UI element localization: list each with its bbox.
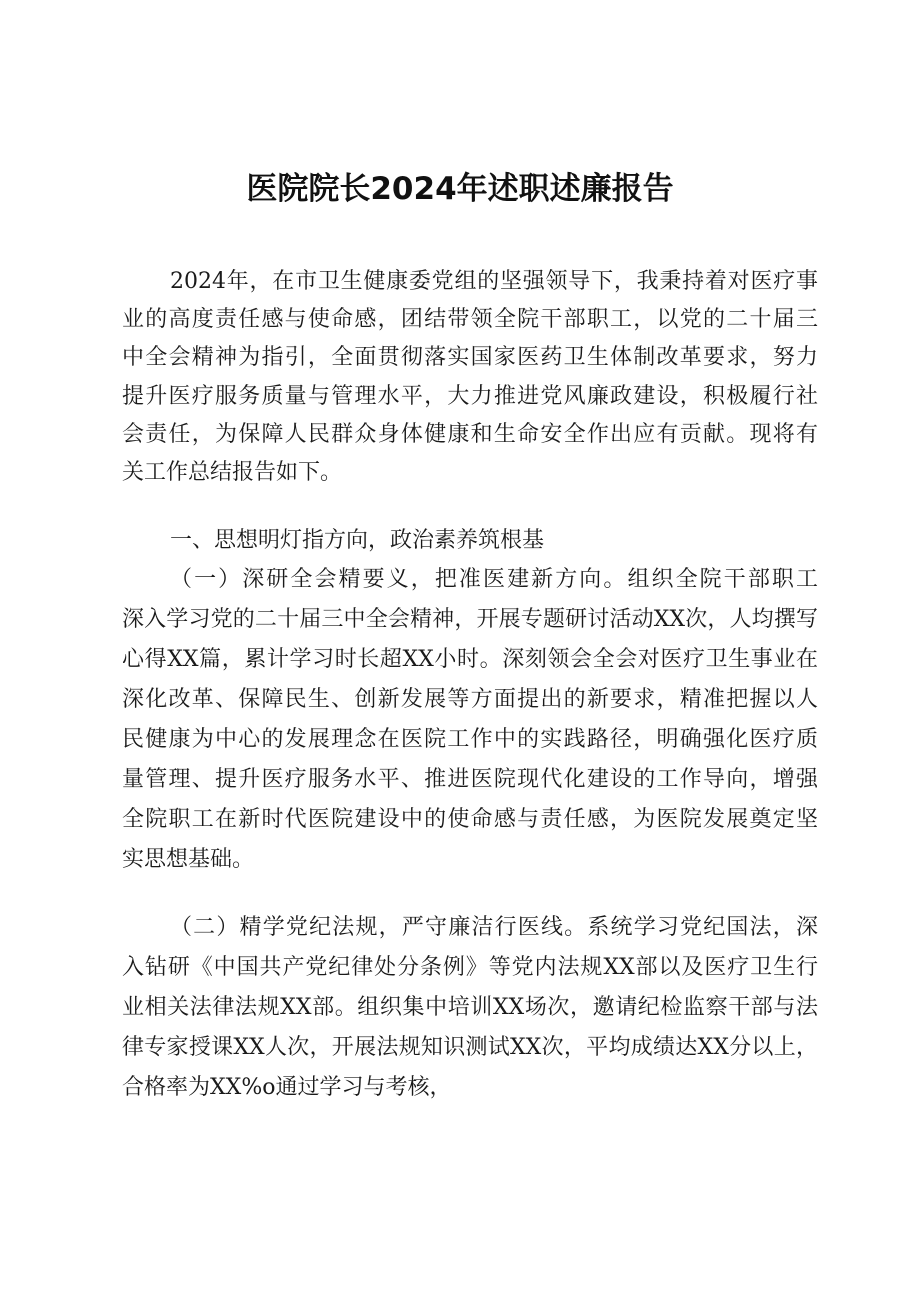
paragraph-line: 入钻研《中国共产党纪律处分条例》等党内法规XX部以及医疗卫生行 bbox=[122, 955, 818, 980]
paragraph-line: （二）精学党纪法规，严守廉洁行医线。系统学习党纪国法，深 bbox=[170, 915, 818, 940]
paragraph-line: 2024年，在市卫生健康委党组的坚强领导下，我秉持着对医疗事 bbox=[170, 269, 818, 294]
paragraph-line: 深化改革、保障民生、创新发展等方面提出的新要求，精准把握以人 bbox=[122, 687, 818, 712]
document-title: 医院院长2024年述职述廉报告 bbox=[246, 171, 674, 207]
paragraph-line: 深入学习党的二十届三中全会精神，开展专题研讨活动XX次，人均撰写 bbox=[122, 607, 818, 632]
paragraph-line: 关工作总结报告如下。 bbox=[122, 460, 343, 485]
paragraph-line: 全院职工在新时代医院建设中的使命感与责任感，为医院发展奠定坚 bbox=[122, 807, 818, 832]
paragraph-line: 业相关法律法规XX部。组织集中培训XX场次，邀请纪检监察干部与法 bbox=[122, 995, 818, 1020]
section-heading: 一、思想明灯指方向，政治素养筑根基 bbox=[170, 528, 545, 553]
paragraph-line: 合格率为XX%o通过学习与考核， bbox=[122, 1075, 452, 1100]
paragraph-line: （一）深研全会精要义，把准医建新方向。组织全院干部职工 bbox=[170, 567, 818, 592]
paragraph-line: 会责任，为保障人民群众身体健康和生命安全作出应有贡献。现将有 bbox=[122, 422, 818, 447]
paragraph-line: 心得XX篇，累计学习时长超XX小时。深刻领会全会对医疗卫生事业在 bbox=[122, 647, 818, 672]
paragraph-line: 律专家授课XX人次，开展法规知识测试XX次，平均成绩达XX分以上， bbox=[122, 1035, 818, 1060]
paragraph-line: 实思想基础。 bbox=[122, 847, 255, 872]
paragraph-line: 业的高度责任感与使命感，团结带领全院干部职工，以党的二十届三 bbox=[122, 307, 818, 332]
paragraph-line: 民健康为中心的发展理念在医院工作中的实践路径，明确强化医疗质 bbox=[122, 727, 818, 752]
paragraph-line: 提升医疗服务质量与管理水平，大力推进党风廉政建设，积极履行社 bbox=[122, 384, 818, 409]
paragraph-line: 中全会精神为指引，全面贯彻落实国家医药卫生体制改革要求，努力 bbox=[122, 345, 818, 370]
paragraph-line: 量管理、提升医疗服务水平、推进医院现代化建设的工作导向，增强 bbox=[122, 767, 818, 792]
